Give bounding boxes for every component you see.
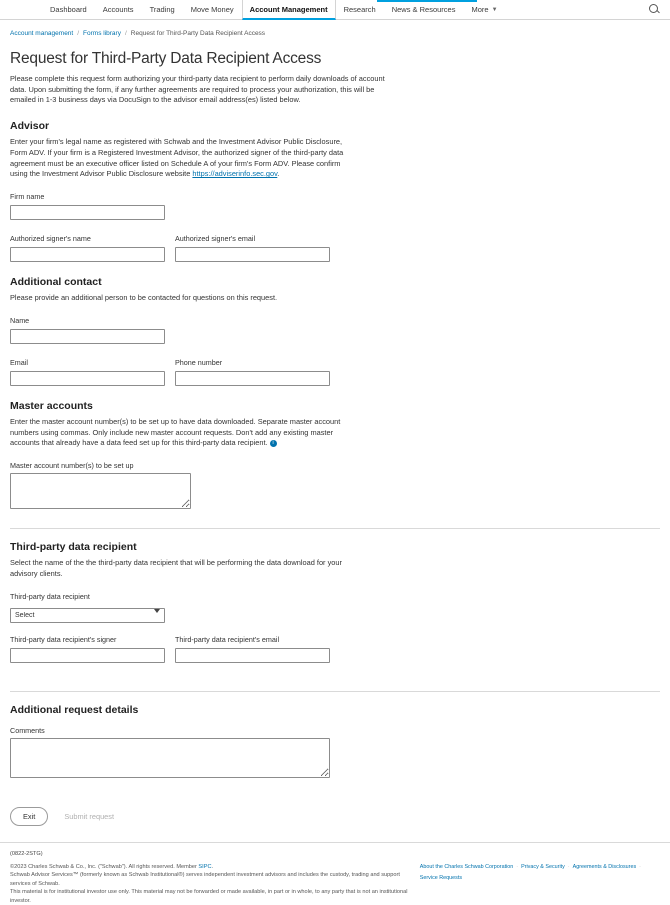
- third-party-description: Select the name of the the third-party data recipient that will be performing the data download for your advisory clients.: [10, 558, 342, 578]
- breadcrumb-item-account-management[interactable]: Account management: [10, 30, 74, 37]
- info-icon[interactable]: i: [270, 440, 277, 447]
- nav-label: Dashboard: [50, 5, 87, 14]
- nav-item-trading[interactable]: [142, 0, 183, 19]
- sipc-link[interactable]: SIPC: [198, 863, 212, 870]
- chevron-down-icon: ▼: [491, 6, 498, 13]
- field-contact-phone: [175, 358, 330, 388]
- footer-legal-line-2: Schwab Advisor Services™ (formerly known as Schwab Institutional®) serves independent investment advisors and includes the custody, trading and support services of Schwab.: [10, 872, 400, 887]
- advisor-description-tail: .: [277, 169, 280, 179]
- contact-email-label: Email: [10, 357, 28, 367]
- nav-logo-spacer: [0, 0, 42, 19]
- top-navigation-bar: [0, 0, 670, 20]
- breadcrumb-separator: /: [77, 30, 80, 37]
- third-party-recipient-label: Third-party data recipient: [10, 591, 90, 601]
- field-third-party-signer: [10, 635, 165, 665]
- nav-item-more[interactable]: [463, 0, 505, 19]
- nav-label: Research: [343, 5, 376, 14]
- nav-label: Account Management: [249, 4, 328, 14]
- adviserinfo-link[interactable]: https://adviserinfo.sec.gov: [192, 169, 278, 179]
- page-title: Request for Third-Party Data Recipient Access: [10, 50, 322, 67]
- footer-link-separator: ·: [639, 863, 641, 870]
- contact-name-label: Name: [10, 315, 30, 325]
- field-third-party-email: [175, 635, 330, 665]
- field-contact-name: [10, 316, 165, 346]
- contact-phone-input[interactable]: [175, 371, 330, 386]
- footer-legal-line-3: This material is for institutional investor use only. This material may not be forwarded or made available, in part or in whole, to any party that is not an institutional investor.: [10, 889, 408, 904]
- nav-label: Move Money: [190, 5, 234, 14]
- nav-item-dashboard[interactable]: [42, 0, 95, 19]
- firm-name-label: Firm name: [10, 192, 45, 202]
- third-party-signer-row: [10, 635, 660, 677]
- contact-email-input[interactable]: [10, 371, 165, 386]
- master-account-numbers-label: Master account number(s) to be set up: [10, 461, 134, 471]
- authorized-signer-name-input[interactable]: [10, 247, 165, 262]
- nav-item-accounts[interactable]: [95, 0, 142, 19]
- footer-links: [420, 863, 660, 882]
- master-accounts-description-text: Enter the master account number(s) to be set up to have data downloaded. Separate master account numbers using commas. Only include new master account requests. Don't add any existing master accounts that already have a data feed set up for this third-party data recipient.: [10, 416, 341, 448]
- master-account-numbers-textarea[interactable]: [10, 473, 191, 509]
- footer-link-privacy[interactable]: Privacy & Security: [521, 863, 565, 870]
- section-heading-master-accounts: Master accounts: [10, 399, 93, 412]
- field-master-account-numbers: [10, 461, 660, 514]
- footer-copyright-tail: .: [211, 863, 214, 870]
- nav-label: Trading: [149, 5, 175, 14]
- section-divider: [10, 528, 660, 529]
- field-authorized-signer-email: [175, 234, 330, 264]
- section-heading-additional-contact: Additional contact: [10, 276, 102, 289]
- third-party-recipient-select-wrap: [10, 604, 165, 623]
- contact-name-input[interactable]: [10, 329, 165, 344]
- nav-item-research[interactable]: [336, 0, 384, 19]
- comments-textarea[interactable]: [10, 738, 330, 778]
- nav-right-group: [649, 0, 670, 19]
- footer-link-service-requests[interactable]: Service Requests: [419, 875, 463, 882]
- third-party-signer-input[interactable]: [10, 648, 165, 663]
- footer-legal: [10, 863, 408, 905]
- contact-phone-label: Phone number: [175, 357, 223, 367]
- footer-link-separator: ·: [516, 863, 519, 870]
- firm-name-input[interactable]: [10, 205, 165, 220]
- advisor-description-text: Enter your firm's legal name as registered with Schwab and the Investment Advisor Public Disclosure, Form ADV. If your firm is a Registered Investment Advisor, the authorized signer of the third-party data agreement must be an executive officer listed on Schedule A of your firm's Form ADV. Please confirm using the Investment Advisor Public Disclosure website: [10, 137, 344, 179]
- breadcrumb-item-forms-library[interactable]: Forms library: [83, 30, 121, 37]
- breadcrumb-separator: /: [124, 30, 127, 37]
- field-firm-name: [10, 192, 165, 222]
- footer-link-separator: ·: [567, 863, 570, 870]
- third-party-email-label: Third-party data recipient's email: [175, 634, 280, 644]
- nav-item-news-resources[interactable]: [384, 0, 464, 19]
- breadcrumb: [0, 20, 670, 37]
- main-content: [0, 37, 670, 826]
- footer-code: (0822-2STG): [10, 850, 43, 857]
- footer-link-agreements[interactable]: Agreements & Disclosures: [572, 863, 637, 870]
- third-party-email-input[interactable]: [175, 648, 330, 663]
- breadcrumb-item-current: Request for Third-Party Data Recipient Access: [130, 30, 266, 37]
- nav-label: More: [471, 5, 489, 14]
- advisor-description: [10, 137, 350, 180]
- field-contact-email: [10, 358, 165, 388]
- exit-button[interactable]: Exit: [10, 807, 48, 826]
- section-heading-advisor: Advisor: [10, 120, 50, 133]
- third-party-signer-label: Third-party data recipient's signer: [10, 634, 117, 644]
- accent-strip: [377, 0, 477, 2]
- authorized-signer-name-label: Authorized signer's name: [10, 234, 91, 244]
- page-intro-text: Please complete this request form authorizing your third-party data recipient to perform daily downloads of account data. Upon submitting the form, if any further agreements are required to process your authorization, this will be emailed in 1-3 business days via DocuSign to the advisor email address(es) listed below.: [10, 74, 385, 105]
- nav-label: Accounts: [102, 5, 134, 14]
- page-footer: [0, 842, 670, 905]
- search-icon[interactable]: [649, 4, 660, 15]
- section-heading-third-party: Third-party data recipient: [10, 541, 137, 554]
- footer-row: [10, 863, 660, 905]
- nav-label: News & Resources: [391, 5, 456, 14]
- form-actions: [10, 807, 660, 826]
- submit-request-button: Submit request: [64, 808, 114, 825]
- footer-copyright-text: ©2023 Charles Schwab & Co., Inc. ("Schwab"). All rights reserved. Member: [10, 863, 199, 870]
- field-authorized-signer-name: [10, 234, 165, 264]
- field-comments: [10, 726, 660, 783]
- authorized-signer-email-label: Authorized signer's email: [175, 234, 256, 244]
- additional-contact-description: Please provide an additional person to be contacted for questions on this request.: [10, 293, 278, 303]
- nav-item-account-management[interactable]: [242, 0, 336, 20]
- section-heading-additional-details: Additional request details: [10, 703, 139, 716]
- additional-contact-row: [10, 358, 660, 400]
- advisor-signer-row: [10, 234, 660, 276]
- footer-legal-line-1: [10, 863, 408, 871]
- master-accounts-description: [10, 417, 350, 449]
- section-divider: [10, 691, 660, 692]
- authorized-signer-email-input[interactable]: [175, 247, 330, 262]
- comments-label: Comments: [10, 725, 45, 735]
- nav-item-move-money[interactable]: [183, 0, 242, 19]
- third-party-recipient-select[interactable]: [10, 608, 165, 623]
- footer-link-about[interactable]: About the Charles Schwab Corporation: [419, 863, 514, 870]
- field-third-party-recipient: [10, 592, 660, 623]
